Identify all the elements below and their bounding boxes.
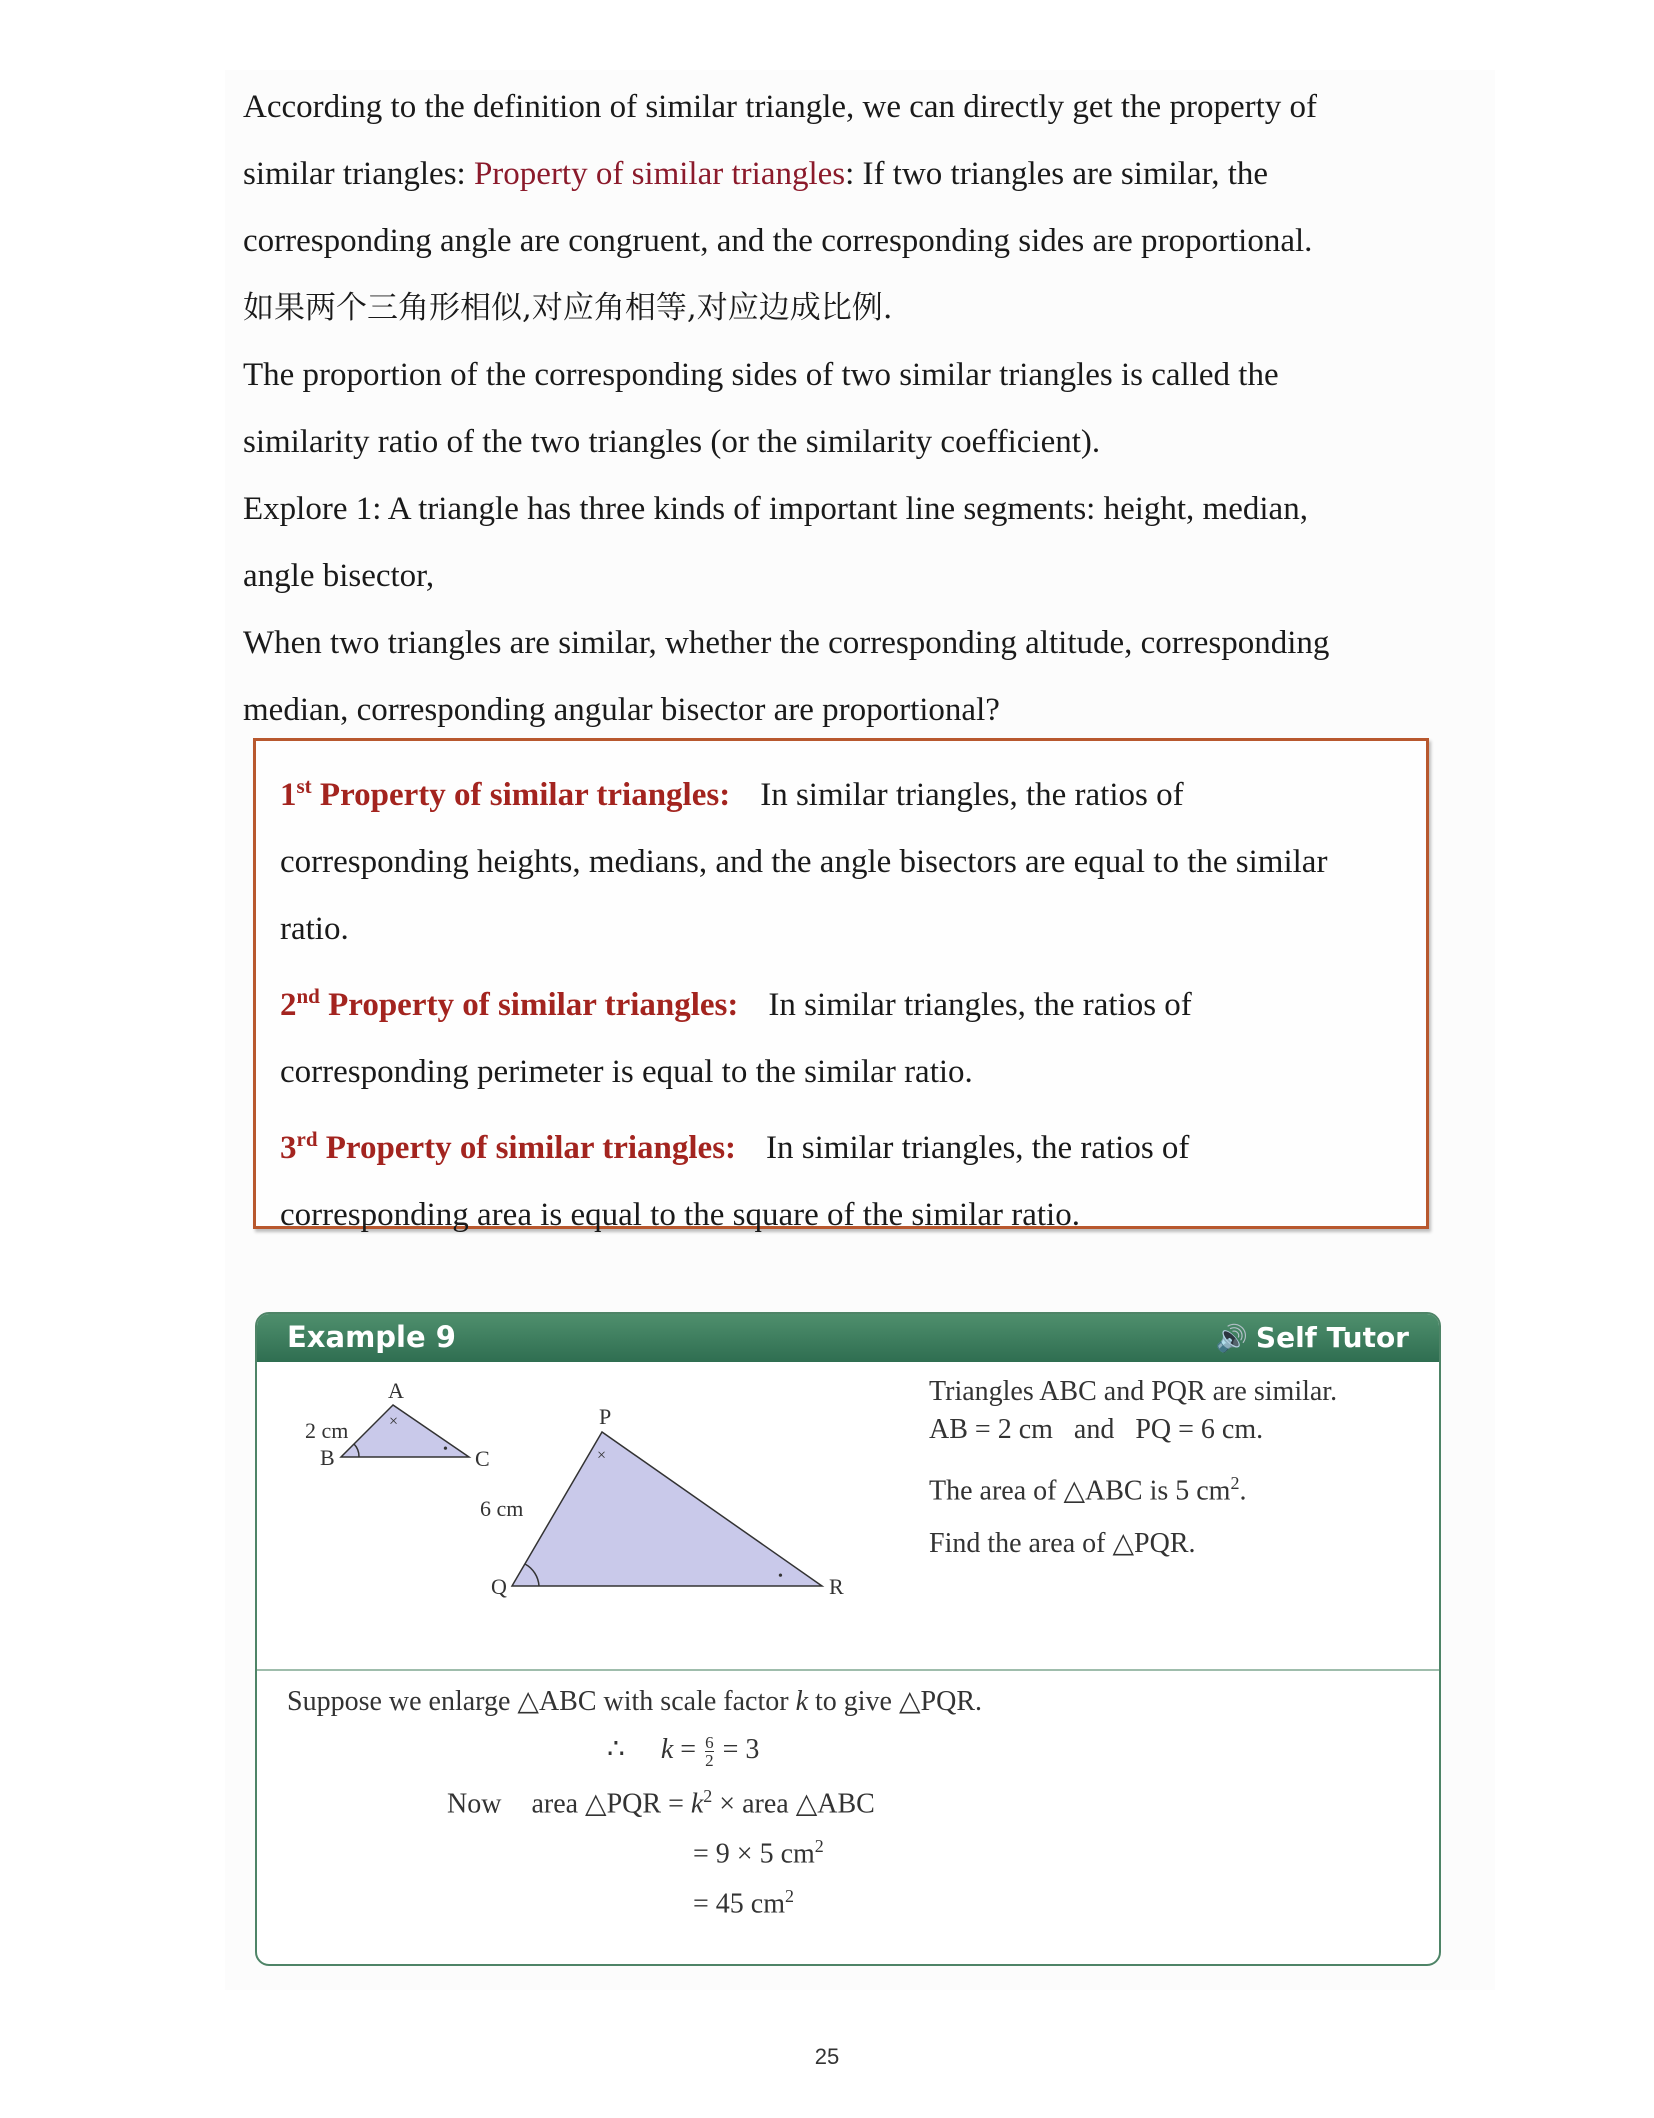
angle-c-dot: • xyxy=(443,1442,448,1457)
explore-line-2: angle bisector, xyxy=(243,558,435,594)
triangles-figure xyxy=(257,1364,897,1664)
speaker-icon: 🔊 xyxy=(1215,1324,1248,1354)
property-3-text: In similar triangles, the ratios of xyxy=(766,1130,1190,1166)
solution-area-line: Now area △PQR = $k^2$ × area △ABC xyxy=(447,1786,875,1820)
property-1-text: In similar triangles, the ratios of xyxy=(760,777,1184,813)
self-tutor-label: Self Tutor xyxy=(1255,1321,1409,1354)
problem-line-1: Triangles ABC and PQR are similar. xyxy=(929,1376,1338,1407)
label-p: P xyxy=(599,1404,612,1429)
therefore-symbol: ∴ xyxy=(607,1734,625,1765)
solution-line-1: Suppose we enlarge △ABC with scale factor k to give △PQR. xyxy=(287,1686,982,1717)
property-1-line-3: ratio. xyxy=(280,911,349,947)
intro-line-2 xyxy=(243,141,1393,208)
label-ab-length: 2 cm xyxy=(305,1418,349,1443)
property-2-line-2: corresponding perimeter is equal to the similar ratio. xyxy=(280,1054,973,1090)
property-1-line-2: corresponding heights, medians, and the angle bisectors are equal to the similar xyxy=(280,844,1328,880)
intro-line-6: similarity ratio of the two triangles (or the similarity coefficient). xyxy=(243,424,1101,460)
property-3-heading: 3rd Property of similar triangles: xyxy=(280,1127,737,1166)
explore-line-3: When two triangles are similar, whether the corresponding altitude, corresponding xyxy=(243,625,1330,661)
explore-line-4: median, corresponding angular bisector are proportional? xyxy=(243,692,1000,728)
intro-line-1: According to the definition of similar triangle, we can directly get the property of xyxy=(243,89,1317,125)
label-b: B xyxy=(320,1445,335,1470)
label-a: A xyxy=(388,1378,404,1403)
properties-text xyxy=(280,753,1410,1249)
property-3-line-2: corresponding area is equal to the square of the similar ratio. xyxy=(280,1197,1080,1233)
intro-line-2-post: : If two triangles are similar, the xyxy=(845,156,1269,192)
explore-line-1: Explore 1: A triangle has three kinds of important line segments: height, median, xyxy=(243,491,1308,527)
property-2-heading: 2nd Property of similar triangles: xyxy=(280,984,739,1023)
intro-line-5: The proportion of the corresponding sides of two similar triangles is called the xyxy=(243,357,1279,393)
example-divider xyxy=(257,1669,1439,1671)
property-2-text: In similar triangles, the ratios of xyxy=(768,987,1192,1023)
label-r: R xyxy=(829,1574,844,1599)
triangle-pqr xyxy=(512,1432,822,1586)
intro-line-chinese: 如果两个三角形相似,对应角相等,对应边成比例. xyxy=(243,290,893,326)
property-2 xyxy=(280,963,1410,1039)
problem-line-4: Find the area of △PQR. xyxy=(929,1528,1196,1560)
label-pq-length: 6 cm xyxy=(480,1496,524,1521)
intro-line-3: corresponding angle are congruent, and the corresponding sides are proportional. xyxy=(243,223,1313,259)
example-title: Example 9 xyxy=(287,1320,456,1354)
triangle-abc xyxy=(341,1405,469,1457)
page-number: 25 xyxy=(814,2044,840,2069)
label-q: Q xyxy=(491,1574,507,1599)
label-c: C xyxy=(475,1446,490,1471)
property-3 xyxy=(280,1106,1410,1182)
problem-statement xyxy=(929,1374,1419,1579)
solution-step-3: = 45 $cm^2$ xyxy=(693,1886,794,1920)
property-term: Property of similar triangles xyxy=(473,156,846,192)
angle-a-mark: × xyxy=(389,1413,399,1430)
example-box xyxy=(255,1312,1441,1966)
solution-k-value: ∴ k = $\frac{6}{2}$ = 3 xyxy=(607,1733,760,1771)
example-header xyxy=(257,1314,1439,1362)
solution-step-2: = 9 × 5 $cm^2$ xyxy=(693,1836,824,1870)
angle-p-mark: × xyxy=(597,1447,607,1464)
problem-line-2: AB = 2 cm and PQ = 6 cm. xyxy=(929,1414,1264,1445)
property-1 xyxy=(280,753,1410,829)
property-1-heading: 1st Property of similar triangles: xyxy=(280,774,731,813)
intro-line-2-pre: similar triangles: xyxy=(243,156,474,192)
fraction: $\frac{6}{2}$ xyxy=(705,1733,714,1771)
self-tutor-button[interactable] xyxy=(1216,1321,1409,1354)
properties-box xyxy=(253,738,1429,1233)
angle-r-dot: • xyxy=(778,1569,783,1584)
problem-line-3: The area of △ABC is 5 $cm^2$. xyxy=(929,1473,1247,1507)
